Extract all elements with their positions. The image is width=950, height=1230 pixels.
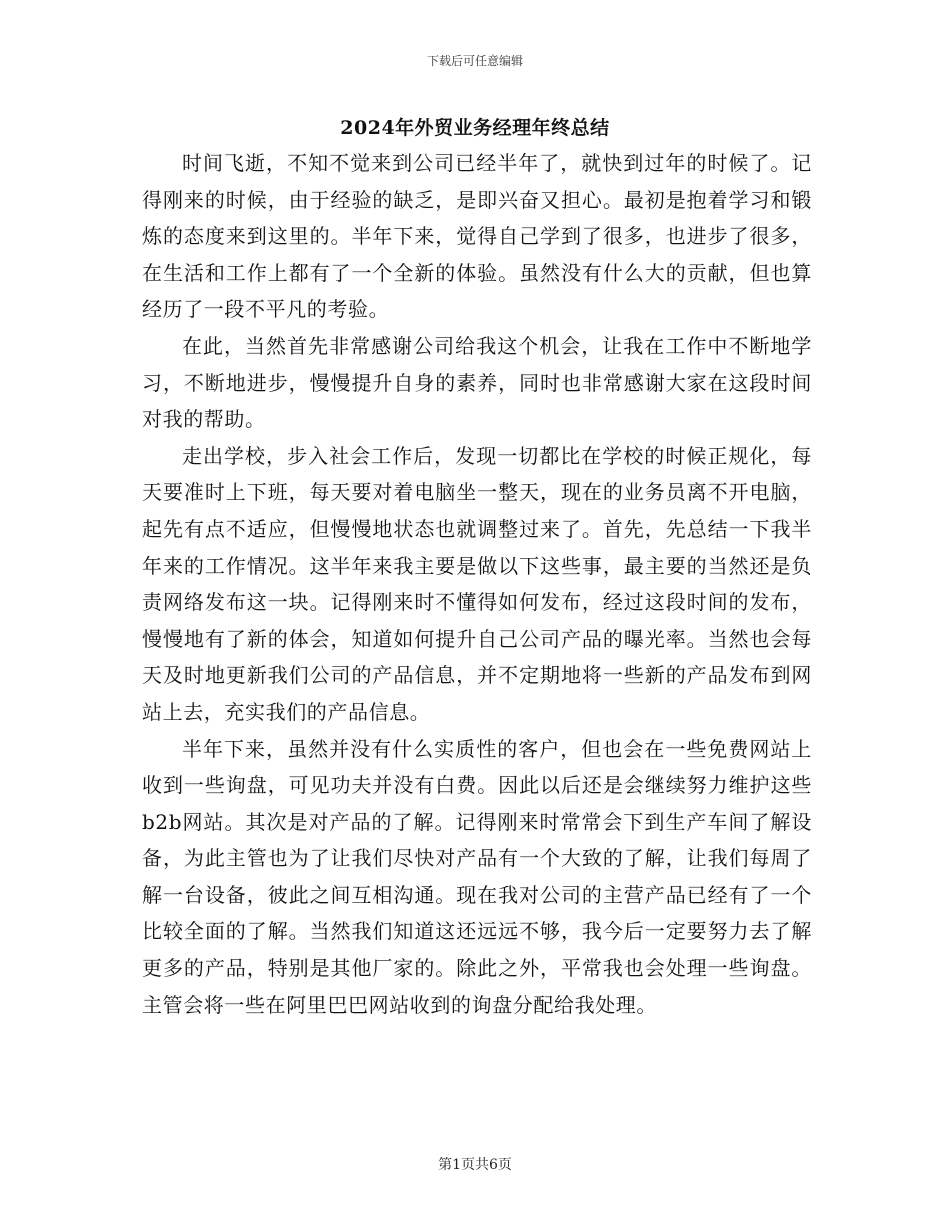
paragraph: 半年下来，虽然并没有什么实质性的客户，但也会在一些免费网站上收到一些询盘，可见功夫并没有白费。因此以后还是会继续努力维护这些b2b网站。其次是对产品的了解。记得刚来时常常会下到生产车间了解设备，为此主管也为了让我们尽快对产品有一个大致的了解，让我们每周了解一台设备，彼此之间互相沟通。现在我对公司的主营产品已经有了一个比较全面的了解。当然我们知道这还远远不够，我今后一定要努力去了解更多的产品，特别是其他厂家的。除此之外，平常我也会处理一些询盘。主管会将一些在阿里巴巴网站收到的询盘分配给我处理。 <box>142 736 812 1017</box>
document-title: 2024年外贸业务经理年终总结 <box>340 117 610 139</box>
page-header-note: 下载后可任意编辑 <box>426 54 523 68</box>
paragraph: 在此，当然首先非常感谢公司给我这个机会，让我在工作中不断地学习，不断地进步，慢慢提升自身的素养，同时也非常感谢大家在这段时间对我的帮助。 <box>142 333 812 432</box>
paragraph: 走出学校，步入社会工作后，发现一切都比在学校的时候正规化，每天要准时上下班，每天要对着电脑坐一整天，现在的业务员离不开电脑，起先有点不适应，但慢慢地状态也就调整过来了。首先，先总结一下我半年来的工作情况。这半年来我主要是做以下这些事，最主要的当然还是负责网络发布这一块。记得刚来时不懂得如何发布，经过这段时间的发布，慢慢地有了新的体会，知道如何提升自己公司产品的曝光率。当然也会每天及时地更新我们公司的产品信息，并不定期地将一些新的产品发布到网站上去，充实我们的产品信息。 <box>142 443 812 724</box>
document-body <box>142 145 812 1023</box>
paragraph: 时间飞逝，不知不觉来到公司已经半年了，就快到过年的时候了。记得刚来的时候，由于经验的缺乏，是即兴奋又担心。最初是抱着学习和锻炼的态度来到这里的。半年下来，觉得自己学到了很多，也进步了很多，在生活和工作上都有了一个全新的体验。虽然没有什么大的贡献，但也算经历了一段不平凡的考验。 <box>142 151 812 322</box>
page-number-footer: 第1页共6页 <box>438 1157 512 1173</box>
